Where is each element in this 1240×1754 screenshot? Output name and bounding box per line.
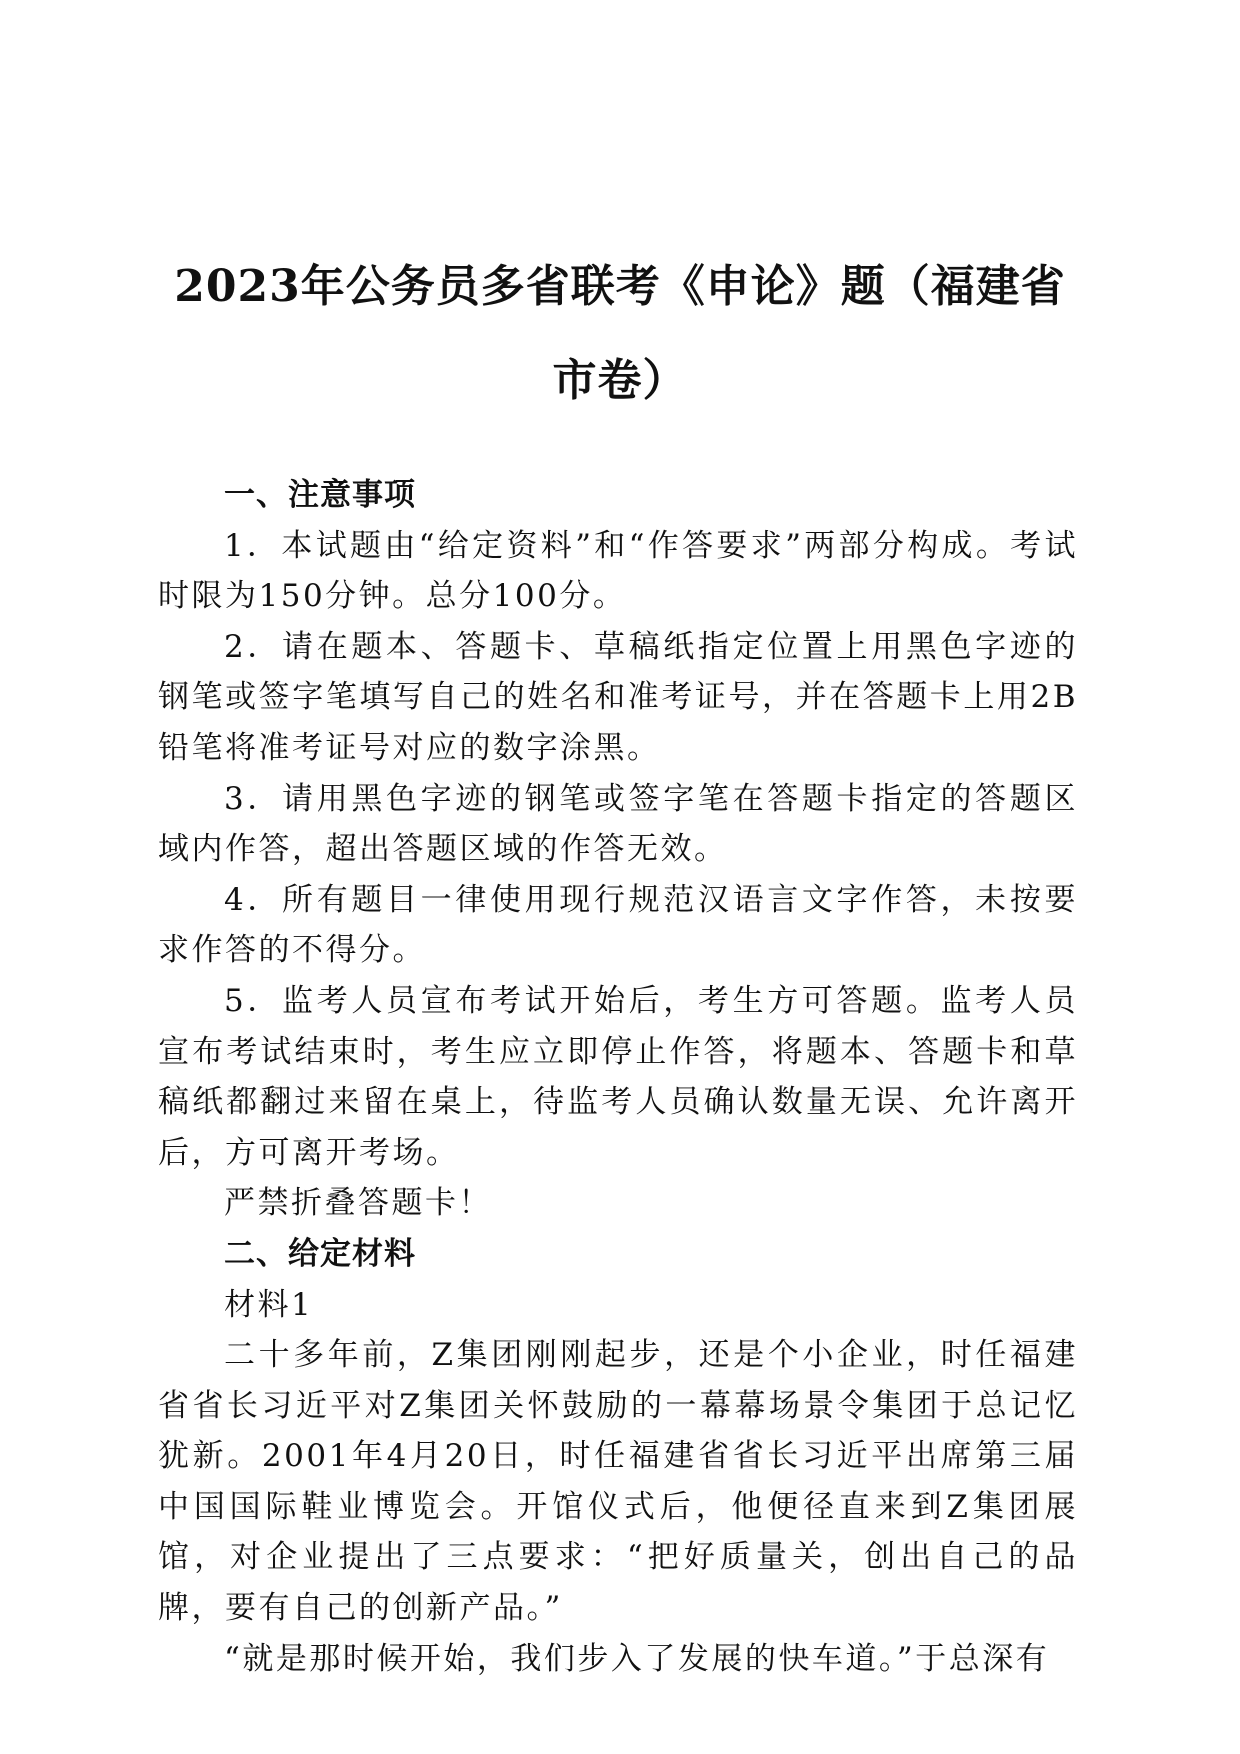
- material-label: 材料1: [224, 1286, 314, 1323]
- note-item-2: 2．请在题本、答题卡、草稿纸指定位置上用黑色字迹的钢笔或签字笔填写自己的姓名和准考证号，并在答题卡上用2B铅笔将准考证号对应的数字涂黑。: [158, 628, 1078, 766]
- material-paragraph-2: “就是那时候开始，我们步入了发展的快车道。”于总深有: [224, 1640, 1050, 1677]
- note-item-3: 3．请用黑色字迹的钢笔或签字笔在答题卡指定的答题区域内作答，超出答题区域的作答无效。: [158, 780, 1078, 868]
- title-line-2: 市卷）: [552, 355, 688, 406]
- warning-text: 严禁折叠答题卡！: [224, 1185, 492, 1222]
- material-paragraph-1: 二十多年前，Z集团刚刚起步，还是个小企业，时任福建省省长习近平对Z集团关怀鼓励的一幕幕场景令集团于总记忆犹新。2001年4月20日，时任福建省省长习近平出席第三届中国国际鞋业博览会。开馆仪式后，他便径直来到Z集团展馆，对企业提出了三点要求：“把好质量关，创出自己的品牌，要有自己的创新产品。”: [158, 1337, 1078, 1627]
- document-title: [150, 240, 1090, 428]
- title-line-1: 2023年公务员多省联考《申论》题（福建省: [174, 261, 1066, 312]
- section-heading-notes: 一、注意事项: [224, 477, 416, 513]
- note-item-4: 4．所有题目一律使用现行规范汉语言文字作答，未按要求作答的不得分。: [158, 881, 1078, 969]
- document-body: [158, 470, 1078, 1684]
- note-item-5: 5．监考人员宣布考试开始后，考生方可答题。监考人员宣布考试结束时，考生应立即停止作答，将题本、答题卡和草稿纸都翻过来留在桌上，待监考人员确认数量无误、允许离开后，方可离开考场。: [158, 982, 1078, 1171]
- section-heading-materials: 二、给定材料: [224, 1235, 416, 1272]
- note-item-1: 1．本试题由“给定资料”和“作答要求”两部分构成。考试时限为150分钟。总分100分。: [158, 527, 1078, 615]
